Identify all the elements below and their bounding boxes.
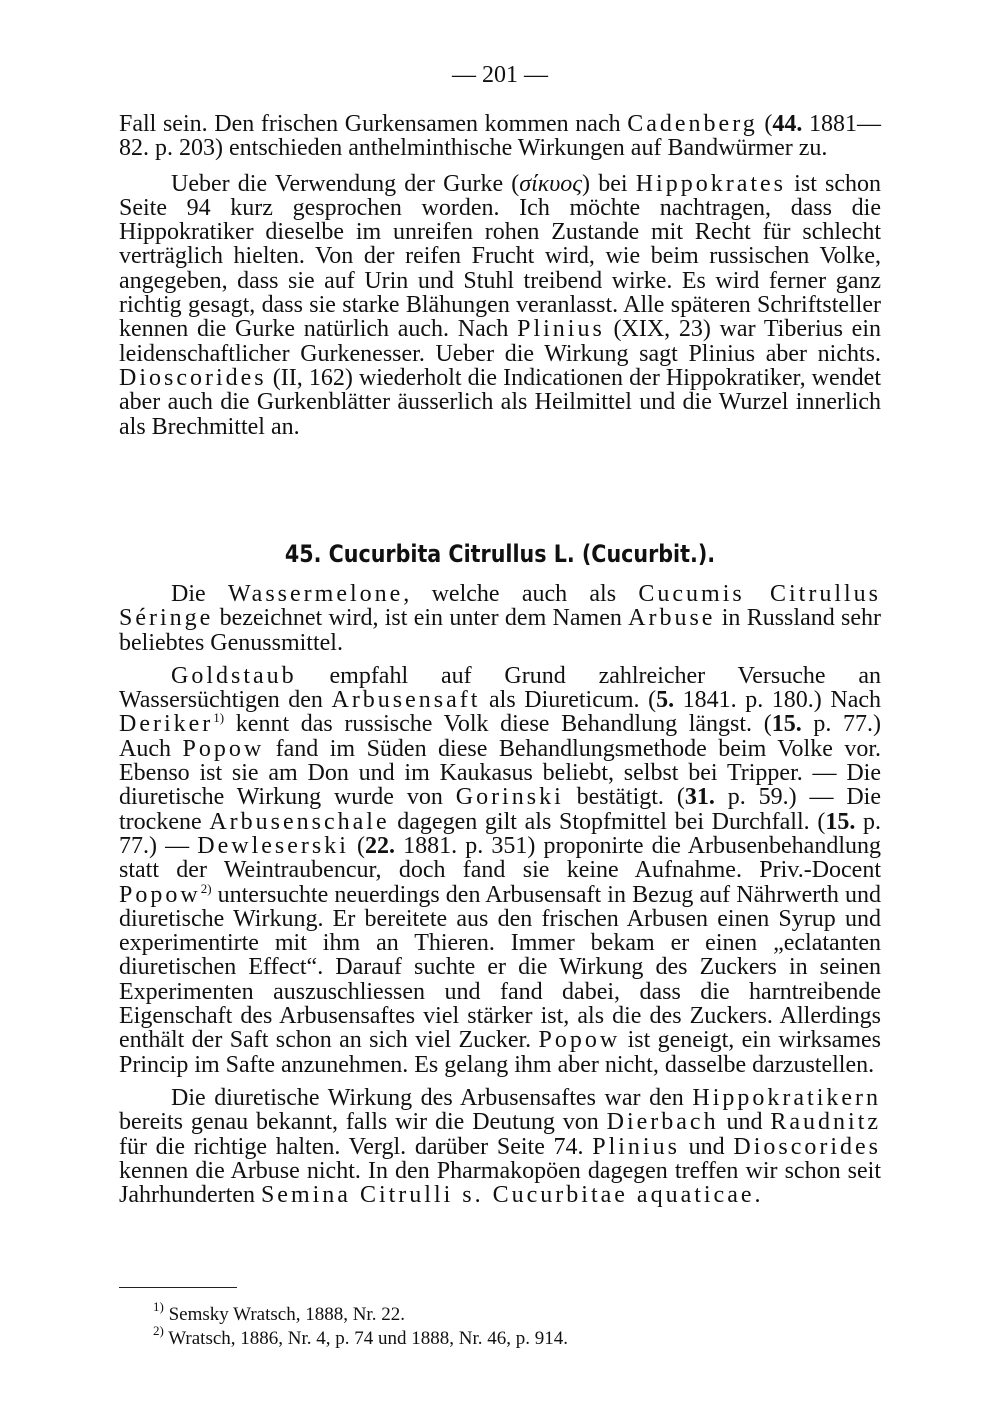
text-run: bezeichnet wird, ist ein unter dem Namen xyxy=(213,605,629,632)
reference-number: 5. xyxy=(656,687,675,714)
term: Wassermelone xyxy=(227,581,404,607)
term: Arbusenschale xyxy=(209,808,390,835)
author-name: Deriker xyxy=(119,711,214,738)
term: Semina Citrulli s. Cucurbitae aquaticae xyxy=(260,1182,755,1209)
text-run: und xyxy=(679,1133,734,1160)
reference-number: 15. xyxy=(825,808,856,835)
text-run: Die xyxy=(171,581,228,607)
text-run: und xyxy=(718,1109,771,1136)
text-run: bereits genau bekannt, falls wir die Deutung von xyxy=(119,1109,607,1136)
text-run: als Diureticum. ( xyxy=(480,687,657,714)
author-name: Dewleserski xyxy=(197,832,349,859)
text-run: (II, 162) wiederholt die Indicationen der Hippokratiker, wendet aber auch die Gurkenblätter äusserlich als Heilmittel und die Wurzel innerlich als Brechmittel an. xyxy=(119,364,881,440)
text-run: (XIX, 23) war Tiberius ein leidenschaftlicher Gurkenesser. Ueber die Wirkung sagt Plinius aber nichts. xyxy=(119,316,882,367)
author-name: Gorinski xyxy=(455,784,564,811)
text-run: Ueber die Verwendung der Gurke ( xyxy=(171,170,520,197)
author-name: Goldstaub xyxy=(171,662,297,689)
text-run: p. 77.) — xyxy=(119,808,882,859)
text-run: , welche auch als xyxy=(403,581,639,607)
text-run: ist geneigt, ein wirksames Princip im Safte anzunehmen. Es gelang ihm aber nicht, dasselbe darzustellen. xyxy=(119,1027,881,1078)
text-block-main xyxy=(119,582,881,1207)
footnote-separator xyxy=(119,1287,237,1288)
text-run: in Russland sehr beliebtes Genussmittel. xyxy=(119,605,881,656)
text-run: . xyxy=(754,1182,761,1209)
author-name: Popow xyxy=(182,735,265,762)
author-name: Raudnitz xyxy=(770,1109,882,1136)
reference-number: 15. xyxy=(771,711,802,738)
footnote xyxy=(153,1323,863,1351)
author-name: Plinius xyxy=(592,1133,680,1160)
text-run: ( xyxy=(757,111,773,137)
term: Arbuse xyxy=(628,605,716,632)
author-name: Cadenberg xyxy=(627,111,758,137)
reference-number: 44. xyxy=(772,111,803,137)
text-run: p. 59.) — Die trockene xyxy=(119,784,881,835)
text-run: p. 77.) Auch xyxy=(119,711,881,762)
author-name: Dioscorides xyxy=(119,364,267,391)
author-name: Plinius xyxy=(517,316,605,343)
text-block-top xyxy=(119,112,881,439)
paragraph xyxy=(119,582,881,655)
term: Cucumis Citrullus Séringe xyxy=(119,581,881,632)
footnote-marker: 1) xyxy=(153,1299,164,1314)
paragraph xyxy=(119,172,881,439)
footnote-marker: 2) xyxy=(200,880,212,896)
paragraph xyxy=(119,112,881,161)
footnote-text: Wratsch, 1886, Nr. 4, p. 74 und 1888, Nr. 46, p. 914. xyxy=(163,1328,569,1349)
text-run: 1881. p. 351) proponirte die Arbusenbehandlung statt der Weintraubencur, doch fand sie keine Aufnahme. Priv.-Docent xyxy=(119,832,882,884)
section-heading: 45. Cucurbita Citrullus L. (Cucurbit.). xyxy=(284,540,716,568)
term: Arbusensaft xyxy=(331,687,481,714)
paragraph xyxy=(119,664,881,1077)
text-run: Die diuretische Wirkung des Arbusensaftes war den xyxy=(171,1084,693,1111)
text-run: empfahl auf Grund zahlreicher Versuche an Wassersüchtigen den xyxy=(119,662,881,714)
text-run: ist schon Seite 94 kurz gesprochen worden. Ich möchte nachtragen, dass die Hippokratiker dieselbe im unreifen rohen Zustande mit Recht für schlecht verträglich hielten. Von der reifen Frucht wird, wie beim russischen Volke, angegeben, dass sie auf Urin und Stuhl treibend wirke. Es wird ferner ganz richtig gesagt, dass sie starke Blähungen veranlasst. Alle späteren Schriftsteller kennen die Gurke natürlich auch. Nach xyxy=(119,170,882,343)
page-number: — 201 — xyxy=(452,62,548,88)
author-name: Dierbach xyxy=(606,1109,719,1136)
text-run: ( xyxy=(348,832,366,859)
footnote-text: Semsky Wratsch, 1888, Nr. 22. xyxy=(163,1304,405,1325)
footnote xyxy=(153,1299,863,1327)
author-name: Dioscorides xyxy=(733,1133,882,1160)
footnote-marker: 2) xyxy=(153,1323,164,1338)
text-run: bestätigt. ( xyxy=(563,784,685,811)
text-run: kennen die Arbuse nicht. In den Pharmakopöen dagegen treffen wir schon seit Jahrhunderten xyxy=(119,1157,881,1209)
author-name: Popow xyxy=(119,881,201,908)
footnotes xyxy=(153,1299,863,1351)
text-run: Fall sein. Den frischen Gurkensamen kommen nach xyxy=(119,111,628,137)
text-run: untersuchte neuerdings den Arbusensaft in Bezug auf Nährwerth und diuretische Wirkung. Er bereitete aus den frischen Arbusen einen Syrup und experimentirte mit ihm an Thieren. Immer bekam er einen „eclatanten diuretischen Effect“. Darauf suchte er die Wirkung des Zuckers in seinen Experimenten auszuschliessen und fand dabei, dass die harntreibende Eigenschaft des Arbusensaftes viel stärker ist, als die des Zuckers. Allerdings enthält der Saft schon an sich viel Zucker. xyxy=(119,881,881,1054)
text-run: für die richtige halten. Vergl. darüber Seite 74. xyxy=(119,1133,593,1160)
text-run: 1841. p. 180.) Nach xyxy=(674,687,882,714)
term: Hippokratikern xyxy=(692,1084,881,1111)
text-run: 1881—82. p. 203) entschieden anthelminthische Wirkungen auf Bandwürmer zu. xyxy=(119,111,882,162)
greek-word: σίκυος xyxy=(519,170,583,197)
text-run: ) bei xyxy=(582,170,636,197)
paragraph xyxy=(119,1086,881,1207)
reference-number: 31. xyxy=(684,784,715,811)
author-name: Hippokrates xyxy=(635,170,787,197)
text-run: kennt das russische Volk diese Behandlung längst. ( xyxy=(224,711,772,738)
footnote-marker: 1) xyxy=(213,710,225,726)
reference-number: 22. xyxy=(365,832,396,859)
text-run: dagegen gilt als Stopfmittel bei Durchfall. ( xyxy=(389,808,826,835)
author-name: Popow xyxy=(538,1027,621,1054)
text-run: fand im Süden diese Behandlungsmethode beim Volke vor. Ebenso ist sie am Don und im Kaukasus beliebt, selbst bei Tripper. — Die diuretische Wirkung wurde von xyxy=(119,735,881,811)
